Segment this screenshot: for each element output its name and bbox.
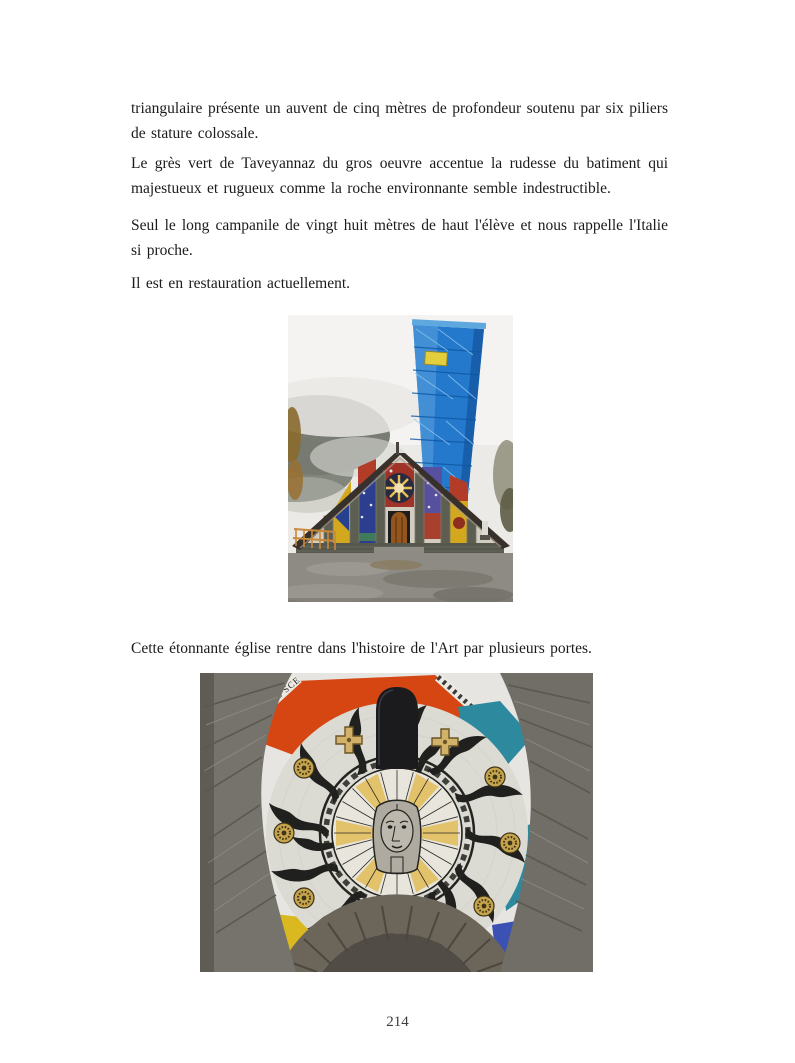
mosaic-photo xyxy=(200,673,593,972)
church-photo-graphic xyxy=(288,315,513,602)
paragraph-2: Le grès vert de Taveyannaz du gros oeuvre accentue la rudesse du batiment qui majestueux et rugueux comme la roche environnante semble indestructible. xyxy=(131,155,668,197)
keystone-niche xyxy=(376,687,418,769)
ground xyxy=(288,553,513,602)
mosaic-inscription: SCE xyxy=(280,674,303,695)
paragraph-3: Seul le long campanile de vingt huit mètres de haut l'élève et nous rappelle l'Italie si proche. xyxy=(131,217,668,259)
paragraph-5: Cette étonnante église rentre dans l'histoire de l'Art par plusieurs portes. xyxy=(131,640,592,657)
church-door xyxy=(388,511,410,547)
scaffold-banner xyxy=(425,351,448,366)
page-number: 214 xyxy=(386,1014,409,1030)
golden-ray-disc xyxy=(333,769,461,897)
paragraph-1: triangulaire présente un auvent de cinq mètres de profondeur soutenu par six piliers de stature colossale. xyxy=(131,100,668,142)
sun-face xyxy=(373,800,421,873)
sunburst-mosaic xyxy=(384,473,414,503)
paragraph-4: Il est en restauration actuellement. xyxy=(131,275,351,292)
church-photo xyxy=(288,315,513,602)
mosaic-photo-graphic xyxy=(200,673,593,972)
